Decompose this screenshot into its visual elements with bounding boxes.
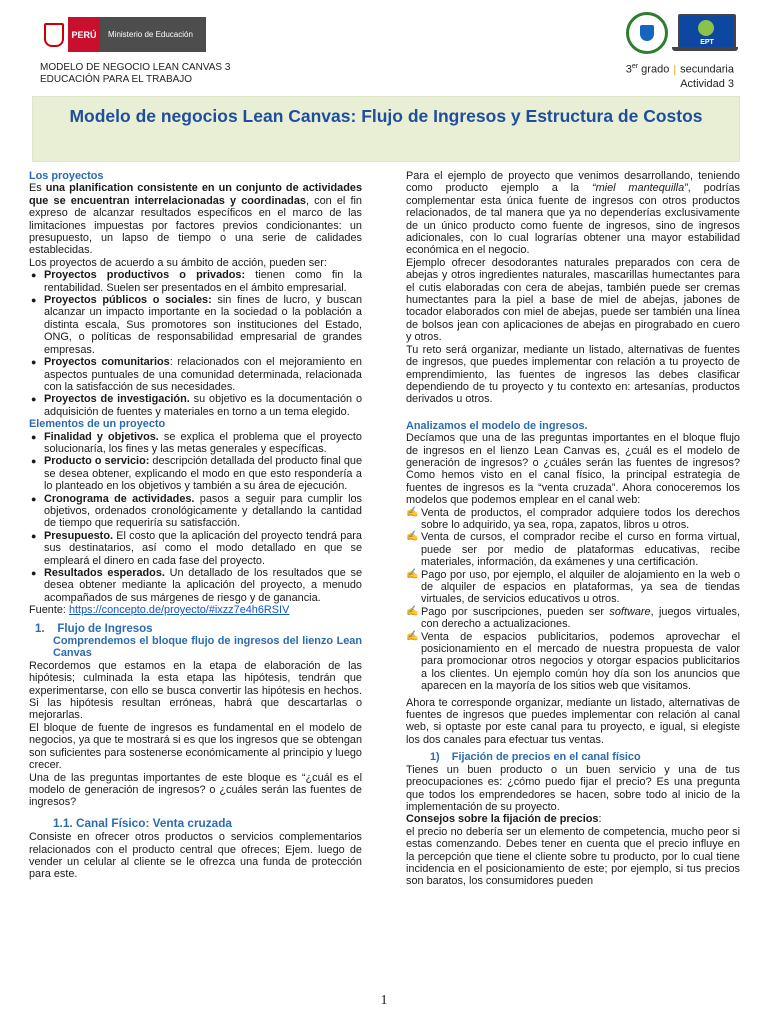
paragraph-modelos-web: Decíamos que una de las preguntas importantes en el bloque flujo de ingresos en el lienzo Lean Canvas es, ¿cuál es el modelo de generación de ingresos? o ¿cuáles serán las fuentes de ingresos? Como hemos visto en el canal físico, la principal estrategia de fuentes de ingresos es la “venta cruzada”. Ahora conoceremos los modelos que podemos emplear en el canal web: [406, 432, 740, 507]
header-right [626, 60, 734, 91]
header-course-title: MODELO DE NEGOCIO LEAN CANVAS 3 [40, 62, 231, 73]
heading-flujo-ingresos [35, 623, 362, 635]
left-column [29, 170, 362, 881]
heading-elementos: Elementos de un proyecto [29, 418, 166, 431]
paragraph-consejos: el precio no debería ser un elemento de competencia, mucho peor si estas comenzando. Debes tener en cuenta que el precio influye en la percepción que tiene el cliente sobre tu producto, por lo cual tiene incidencia en el posicionamiento de este; por ejemplo, si tus precios son baratos, los consumidores pueden [406, 825, 740, 888]
list-item [29, 530, 362, 567]
school-crest-icon [626, 12, 668, 54]
page-title: Modelo de negocios Lean Canvas: Flujo de Ingresos y Estructura de Costos [69, 106, 703, 126]
list-item [406, 531, 740, 568]
paragraph-definition [29, 182, 362, 256]
list-project-types [29, 269, 362, 418]
list-project-elements [29, 431, 362, 605]
heading-number: 1) [430, 751, 440, 764]
paragraph-canal-web: Ahora te corresponde organizar, mediante un listado, alternativas de fuentes de ingresos que puedes implementar con relación al canal web, si optaste por este canal para tu proyecto, e igual, si elegiste los dos canales para efectuar tus ventas. [406, 696, 740, 746]
heading-consejos [406, 813, 740, 825]
text-fragment: , podrías complementar esta única fuente de ingresos con otros productos relacionados, de tal manera que ya no dependerías exclusivamente de un único producto como fuente de ingresos, sino de ingresos adicionales, con lo cual lograrías obtener una mayor estabilidad económica en el negocio. [406, 182, 740, 257]
list-item [29, 431, 362, 456]
item-text: Pago por uso, por ejemplo, el alquiler de alojamiento en la web o de alquiler de espacios en plataformas, ya sea de tiendas virtuales, de servicios educativos u otros. [421, 568, 740, 606]
paragraph-hipotesis: Recordemos que estamos en la etapa de elaboración de las hipótesis; culminada la esta etapa las hipótesis, tendrán que experimentarse, con ello se busca convertir las hipótesis en hechos. Si las hipótesis resultan erróneas, habrá que descartarlas o mejorarlas. [29, 659, 362, 722]
paragraph-reto: Tu reto será organizar, mediante un listado, alternativas de fuentes de ingresos, que puedes implementar con relación a tu proyecto de emprendimiento, las fuentes de ingresos las debes clasificar dependiendo de tu proyecto y tu contexto en: artesanías, productos derivados u otros. [406, 343, 740, 406]
item-text: se explica el problema que el proyecto solucionaría, los fines y las metas generales y específicas. [44, 430, 362, 455]
list-item [406, 507, 740, 532]
list-item [29, 356, 362, 393]
text-italic: “miel mantequilla” [591, 182, 688, 195]
list-item [29, 269, 362, 294]
paragraph-venta-cruzada: Consiste en ofrecer otros productos o servicios complementarios relacionados con el producto central que ofreces; Ejem. luego de vender un celular al cliente se le ofrezca una funda de protección para este. [29, 831, 362, 881]
pen-icon: ✍ [406, 506, 419, 518]
heading-fijacion-precios [406, 751, 740, 763]
item-title: Proyectos productivos o privados: [44, 269, 246, 282]
grade-separator: | [673, 63, 677, 76]
paragraph-bloque: El bloque de fuente de ingresos es fundamental en el modelo de negocios, ya que te mostrará si es que los ingresos que se obtengan son suficientes para sostenerse económicamente al principio y luego crecer. [29, 721, 362, 772]
grade-number: 3 [625, 63, 632, 76]
heading-text: Fijación de precios en el canal físico [451, 751, 641, 764]
grade-line [626, 60, 734, 77]
item-text: El costo que la aplicación del proyecto tendrá para sus destinatarios, así como el modo detallado en que se empleará el dinero en cada fase del proyecto. [44, 529, 362, 567]
activity-label: Actividad 3 [680, 77, 734, 90]
text-fragment: Es [29, 182, 46, 195]
logo-ministry: Ministerio de Educación [108, 29, 193, 39]
paragraph-precio-pregunta: Tienes un buen producto o un buen servicio y una de tus preocupaciones es: ¿cómo puedo fijar el precio? Es una pregunta que todos los emprendedores se hacen, sobre todo al inicio de la implementación de su proyecto. [406, 763, 740, 813]
pen-icon: ✍ [406, 531, 419, 543]
item-text: sin fines de lucro, y buscan alcanzar un impacto importante en la sociedad o la población a distinta escala, Sus promotores son instituciones del Estado, ONG, o políticas de responsabilidad empresarial de grandes empresas. [44, 294, 363, 356]
paragraph-ejemplo-productos: Ejemplo ofrecer desodorantes naturales preparados con cera de abejas y otros ingredientes naturales, mascarillas humectantes para el cutis elaboradas con cera de abejas, también puede ser cremas humectantes para la piel a base de miel de abejas, jabones de tocador elaborados con miel de abejas, puede ser también una línea de bolsos jean con aplicaciones de abejas en pirograbado en cuero y otros. [406, 256, 740, 344]
text-fragment: , con el fin expreso de alcanzar resultados específicos en el marco de las limitaciones impuestas por factores previos condicionantes: un presupuesto, un lapso de tiempo o una serie de calidades establecidas. [29, 194, 362, 257]
grade-superscript: er [631, 63, 639, 70]
item-italic: software [609, 605, 651, 618]
page-header [0, 0, 768, 98]
item-title: Finalidad y objetivos. [44, 430, 159, 443]
header-left [40, 62, 230, 86]
header-subject: EDUCACIÓN PARA EL TRABAJO [40, 74, 193, 85]
item-title: Cronograma de actividades. [44, 492, 195, 505]
item-text: Un detallado de los resultados que se desea obtener mediante la aplicación del proyecto, a menudo acompañados de sus márgenes de riesgo y de ganancia. [44, 567, 362, 604]
coat-of-arms-icon [40, 17, 68, 52]
pen-icon: ✍ [406, 568, 419, 580]
heading-number: 1. [35, 622, 45, 635]
gear-icon [698, 20, 714, 36]
item-text: Venta de productos, el comprador adquiere todos los derechos sobre lo adquirido, ya sea, ropa, zapatos, libros u otros. [421, 506, 740, 531]
grade-word: grado [641, 63, 670, 76]
item-title: Presupuesto. [44, 529, 113, 542]
title-banner [32, 96, 740, 162]
text-bold: una planification consistente en un conjunto de actividades que se encuentran interrelacionadas y coordinadas [29, 182, 362, 207]
item-text: Venta de cursos, el comprador recibe el curso en forma virtual, puede ser por medio de plataformas educativas, recibe materiales, información, da exámenes y una certificación. [421, 531, 740, 569]
item-title: Resultados esperados. [44, 567, 165, 579]
source-link[interactable]: https://concepto.de/proyecto/#ixzz7e4h6RSIV [68, 604, 290, 617]
heading-analizamos: Analizamos el modelo de ingresos. [406, 419, 588, 432]
item-title: Proyectos de investigación. [44, 393, 190, 406]
minedu-logo [40, 17, 206, 52]
list-item [29, 393, 362, 418]
pen-icon: ✍ [406, 605, 419, 617]
item-title: Proyectos comunitarios [44, 356, 170, 369]
paragraph-pregunta: Una de las preguntas importantes de este bloque es “¿cuál es el modelo de generación de ingresos? o ¿cuáles serán las fuentes de ingresos? [29, 771, 362, 809]
item-text: : relacionados con el mejoramiento en aspectos puntuales de una comunidad determinada, relacionada con la satisfacción de sus necesidades. [44, 356, 362, 393]
consejos-colon: : [598, 813, 602, 826]
paragraph-ejemplo-miel [406, 170, 740, 257]
ept-label: EPT [700, 39, 714, 46]
item-title: Producto o servicio: [44, 455, 150, 468]
list-item [29, 493, 362, 530]
heading-text: Flujo de Ingresos [57, 622, 153, 635]
source-label: Fuente: [29, 604, 69, 617]
heading-canal-fisico: 1.1. Canal Físico: Venta cruzada [53, 815, 232, 830]
list-item [29, 294, 362, 356]
item-text: Pago por suscripciones, pueden ser [421, 605, 610, 618]
subheading-comprendemos: Comprendemos el bloque flujo de ingresos del lienzo Lean Canvas [53, 635, 362, 660]
source-line [29, 604, 362, 616]
text-fragment: Para el ejemplo de proyecto que venimos desarrollando, teniendo como producto ejemplo a la [406, 170, 740, 195]
list-item [406, 631, 740, 693]
pen-icon: ✍ [406, 630, 419, 642]
list-item [29, 455, 362, 492]
item-text: , juegos virtuales, con derecho a actualizaciones. [421, 605, 740, 631]
item-text: tienen como fin la rentabilidad. Suelen ser presentados en el ámbito empresarial. [44, 269, 362, 294]
paragraph-types-intro: Los proyectos de acuerdo a su ámbito de acción, pueden ser: [29, 256, 327, 269]
page-number: 1 [380, 993, 388, 1008]
list-item [406, 606, 740, 631]
item-text: Venta de espacios publicitarios, podemos aprovechar el posicionamiento en el mercado de nuestra propuesta de valor para promocionar otros negocios y otorgar espacios publicitarios a los clientes. Un ejemplo común hoy día son los anuncios que aparecen en la mayoría de los sitios web que visitamos. [421, 630, 740, 693]
grade-level: secundaria [680, 63, 734, 76]
ept-laptop-icon [678, 14, 736, 50]
list-web-models [406, 507, 740, 693]
list-item [29, 567, 362, 604]
spacer [406, 406, 740, 420]
laptop-base [672, 47, 738, 51]
item-text: pasos a seguir para cumplir los objetivos, ordenados cronológicamente y detallando la cantidad de tiempo que requeriría su satisfacción. [44, 492, 362, 530]
heading-proyectos: Los proyectos [29, 170, 104, 182]
item-text: su objetivo es la documentación o adquisición de fuentes y materiales en torno a un tema elegido. [44, 393, 363, 418]
right-column [406, 170, 740, 888]
list-item [406, 569, 740, 606]
logo-country: PERÚ [68, 17, 100, 52]
item-title: Proyectos públicos o sociales: [44, 294, 212, 307]
consejos-label: Consejos sobre la fijación de precios [406, 813, 599, 826]
item-text: descripción detallada del producto final que se desea obtener, explicando el modo en que esto respondería a lo planteado en los objetivos y también a su área de ejecución. [44, 455, 362, 493]
